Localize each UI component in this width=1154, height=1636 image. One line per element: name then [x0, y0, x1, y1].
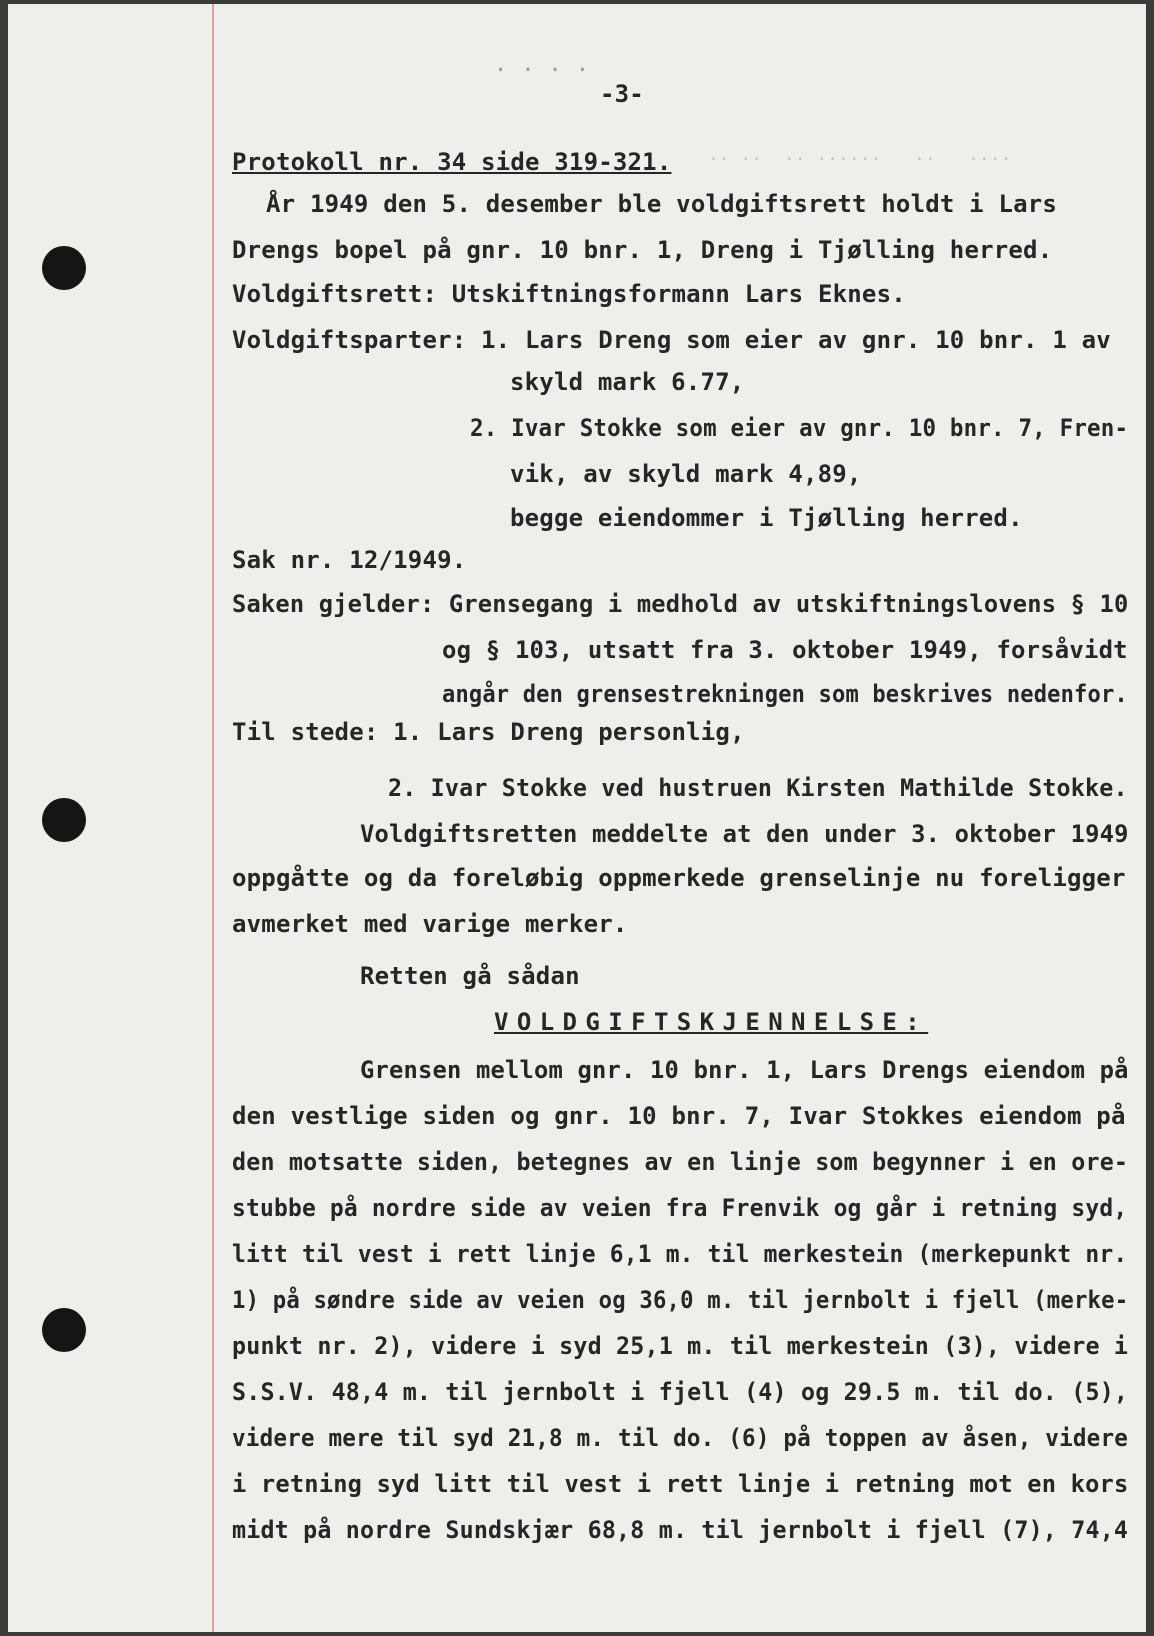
text-line: Retten gå sådan: [360, 962, 580, 990]
text-line: den motsatte siden, betegnes av en linje som begynner i en ore-: [232, 1148, 1129, 1176]
text-line: begge eiendommer i Tjølling herred.: [510, 504, 1023, 532]
section-heading: VOLDGIFTSKJENNELSE:: [494, 1008, 929, 1036]
text-line: S.S.V. 48,4 m. til jernbolt i fjell (4) og 29.5 m. til do. (5),: [232, 1378, 1129, 1406]
text-line: og § 103, utsatt fra 3. oktober 1949, forsåvidt: [442, 636, 1128, 664]
text-line: vik, av skyld mark 4,89,: [510, 460, 862, 488]
protocol-reference: Protokoll nr. 34 side 319-321.: [232, 148, 672, 176]
text-line: i retning syd litt til vest i rett linje i retning mot en kors: [232, 1470, 1129, 1498]
punch-hole-3: [42, 1308, 86, 1352]
document-page: .... -3- Protokoll nr. 34 side 319-321. .. .. .. ...... .. .... År 1949 den 5. desember ble voldgiftsrett holdt i Lars Drengs bopel på gnr. 10 bnr. 1, Dreng i Tjølling herred. Voldgiftsrett: Utskiftningsformann Lars Eknes. Voldgiftsparter: 1. Lars Dreng som eier av gnr. 10 bnr. 1 av skyld mark 6.77, 2. Ivar Stokke som eier av gnr. 10 bnr. 7, Fren- vik, av skyld mark 4,89, begge eiendommer i Tjølling herred. Sak nr. 12/1949. Saken gjelder: Grensegang i medhold av utskiftningslovens § 10 og § 103, utsatt fra 3. oktober 1949, forsåvidt angår den grensestrekningen som beskrives nedenfor. Til stede: 1. Lars Dreng personlig, 2. Ivar Stokke ved hustruen Kirsten Mathilde Stokke. Voldgiftsretten meddelte at den under 3. oktober 1949 oppgåtte og da foreløbig oppmerkede grenselinje nu foreligger avmerket med varige merker. Retten gå sådan VOLDGIFTSKJENNELSE: Grensen mellom gnr. 10 bnr. 1, Lars Drengs eiendom på den vestlige siden og gnr. 10 bnr. 7, Ivar Stokkes eiendom på den motsatte siden, betegnes av en linje som begynner i en ore- stubbe på nordre side av veien fra Frenvik og går i retning syd, litt til vest i rett linje 6,1 m. til merkestein (merkepunkt nr. 1) på søndre side av veien og 36,0 m. til jernbolt i fjell (merke- punkt nr. 2), videre i syd 25,1 m. til merkestein (3), videre i S.S.V. 48,4 m. til jernbolt i fjell (4) og 29.5 m. til do. (5), videre mere til syd 21,8 m. til do. (6) på toppen av åsen, videre i retning syd litt til vest i rett linje i retning mot en kors midt på nordre Sundskjær 68,8 m. til jernbolt i fjell (7), 74,4: [8, 4, 1146, 1632]
text-line: Saken gjelder: Grensegang i medhold av utskiftningslovens § 10: [232, 590, 1129, 618]
text-line: Voldgiftsparter: 1. Lars Dreng som eier av gnr. 10 bnr. 1 av: [232, 326, 1111, 354]
text-line: Sak nr. 12/1949.: [232, 546, 467, 574]
text-line: Grensen mellom gnr. 10 bnr. 1, Lars Drengs eiendom på: [360, 1056, 1129, 1084]
text-line: 2. Ivar Stokke som eier av gnr. 10 bnr. 7, Fren-: [470, 414, 1129, 442]
text-line: Drengs bopel på gnr. 10 bnr. 1, Dreng i Tjølling herred.: [232, 236, 1053, 264]
text-line: angår den grensestrekningen som beskrives nedenfor.: [442, 680, 1128, 708]
punch-hole-1: [42, 246, 86, 290]
text-line: Til stede: 1. Lars Dreng personlig,: [232, 718, 745, 746]
page-number: -3-: [600, 80, 644, 108]
text-line: Voldgiftsrett: Utskiftningsformann Lars Eknes.: [232, 280, 906, 308]
text-line: skyld mark 6.77,: [510, 368, 745, 396]
text-line: avmerket med varige merker.: [232, 910, 628, 938]
text-line: oppgåtte og da foreløbig oppmerkede grenselinje nu foreligger: [232, 864, 1126, 892]
text-line: litt til vest i rett linje 6,1 m. til merkestein (merkepunkt nr.: [232, 1240, 1128, 1268]
text-line: stubbe på nordre side av veien fra Frenvik og går i retning syd,: [232, 1194, 1128, 1222]
text-line: År 1949 den 5. desember ble voldgiftsrett holdt i Lars: [266, 190, 1058, 218]
punch-hole-2: [42, 798, 86, 842]
text-line: 1) på søndre side av veien og 36,0 m. til jernbolt i fjell (merke-: [232, 1286, 1129, 1314]
text-line: Voldgiftsretten meddelte at den under 3. oktober 1949: [360, 820, 1129, 848]
text-line: 2. Ivar Stokke ved hustruen Kirsten Mathilde Stokke.: [388, 774, 1128, 802]
margin-rule: [212, 4, 214, 1632]
text-line: den vestlige siden og gnr. 10 bnr. 7, Ivar Stokkes eiendom på: [232, 1102, 1126, 1130]
text-line: midt på nordre Sundskjær 68,8 m. til jernbolt i fjell (7), 74,4: [232, 1516, 1129, 1544]
text-line: videre mere til syd 21,8 m. til do. (6) på toppen av åsen, videre: [232, 1424, 1129, 1452]
text-line: punkt nr. 2), videre i syd 25,1 m. til merkestein (3), videre i: [232, 1332, 1129, 1360]
